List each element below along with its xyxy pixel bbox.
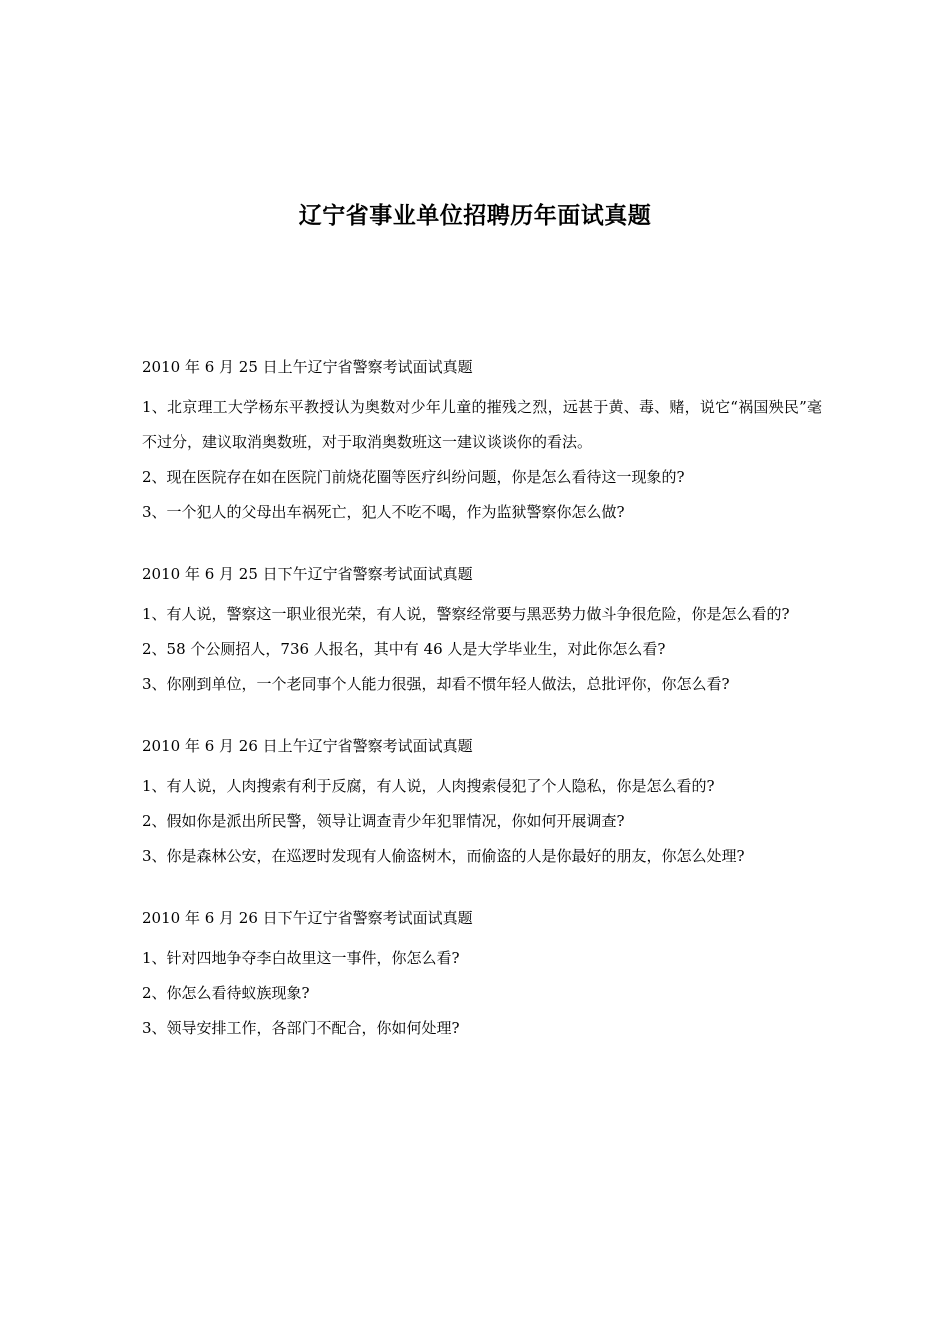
question-item: 1、有人说，警察这一职业很光荣，有人说，警察经常要与黑恶势力做斗争很危险，你是怎么看的? bbox=[142, 605, 790, 623]
question-item: 3、你刚到单位，一个老同事个人能力很强，却看不惯年轻人做法，总批评你，你怎么看? bbox=[142, 675, 730, 693]
section-heading: 2010 年 6 月 25 日下午辽宁省警察考试面试真题 bbox=[142, 565, 473, 583]
question-item: 1、北京理工大学杨东平教授认为奥数对少年儿童的摧残之烈，远甚于黄、毒、赌，说它“祸国殃民”毫不过分，建议取消奥数班，对于取消奥数班这一建议谈谈你的看法。 bbox=[142, 398, 822, 451]
question-item: 3、你是森林公安，在巡逻时发现有人偷盗树木，而偷盗的人是你最好的朋友，你怎么处理? bbox=[142, 847, 745, 865]
question-item: 3、一个犯人的父母出车祸死亡，犯人不吃不喝，作为监狱警察你怎么做? bbox=[142, 503, 625, 521]
section-heading: 2010 年 6 月 25 日上午辽宁省警察考试面试真题 bbox=[142, 358, 473, 376]
section-heading: 2010 年 6 月 26 日下午辽宁省警察考试面试真题 bbox=[142, 909, 473, 927]
exam-section-1 bbox=[142, 355, 822, 530]
document-title: 辽宁省事业单位招聘历年面试真题 bbox=[298, 203, 652, 229]
section-heading: 2010 年 6 月 26 日上午辽宁省警察考试面试真题 bbox=[142, 737, 473, 755]
question-item: 1、针对四地争夺李白故里这一事件，你怎么看? bbox=[142, 949, 460, 967]
exam-section-4 bbox=[142, 906, 822, 1046]
exam-section-3 bbox=[142, 734, 822, 874]
exam-section-2 bbox=[142, 562, 822, 702]
question-item: 2、58 个公厕招人，736 人报名，其中有 46 人是大学毕业生，对此你怎么看? bbox=[142, 640, 666, 658]
question-item: 1、有人说，人肉搜索有利于反腐，有人说，人肉搜索侵犯了个人隐私，你是怎么看的? bbox=[142, 777, 715, 795]
question-item: 2、你怎么看待蚁族现象? bbox=[142, 984, 310, 1002]
question-item: 2、假如你是派出所民警，领导让调查青少年犯罪情况，你如何开展调查? bbox=[142, 812, 625, 830]
document-body bbox=[142, 355, 822, 1078]
question-item: 3、领导安排工作，各部门不配合，你如何处理? bbox=[142, 1019, 460, 1037]
question-item: 2、现在医院存在如在医院门前烧花圈等医疗纠纷问题，你是怎么看待这一现象的? bbox=[142, 468, 685, 486]
